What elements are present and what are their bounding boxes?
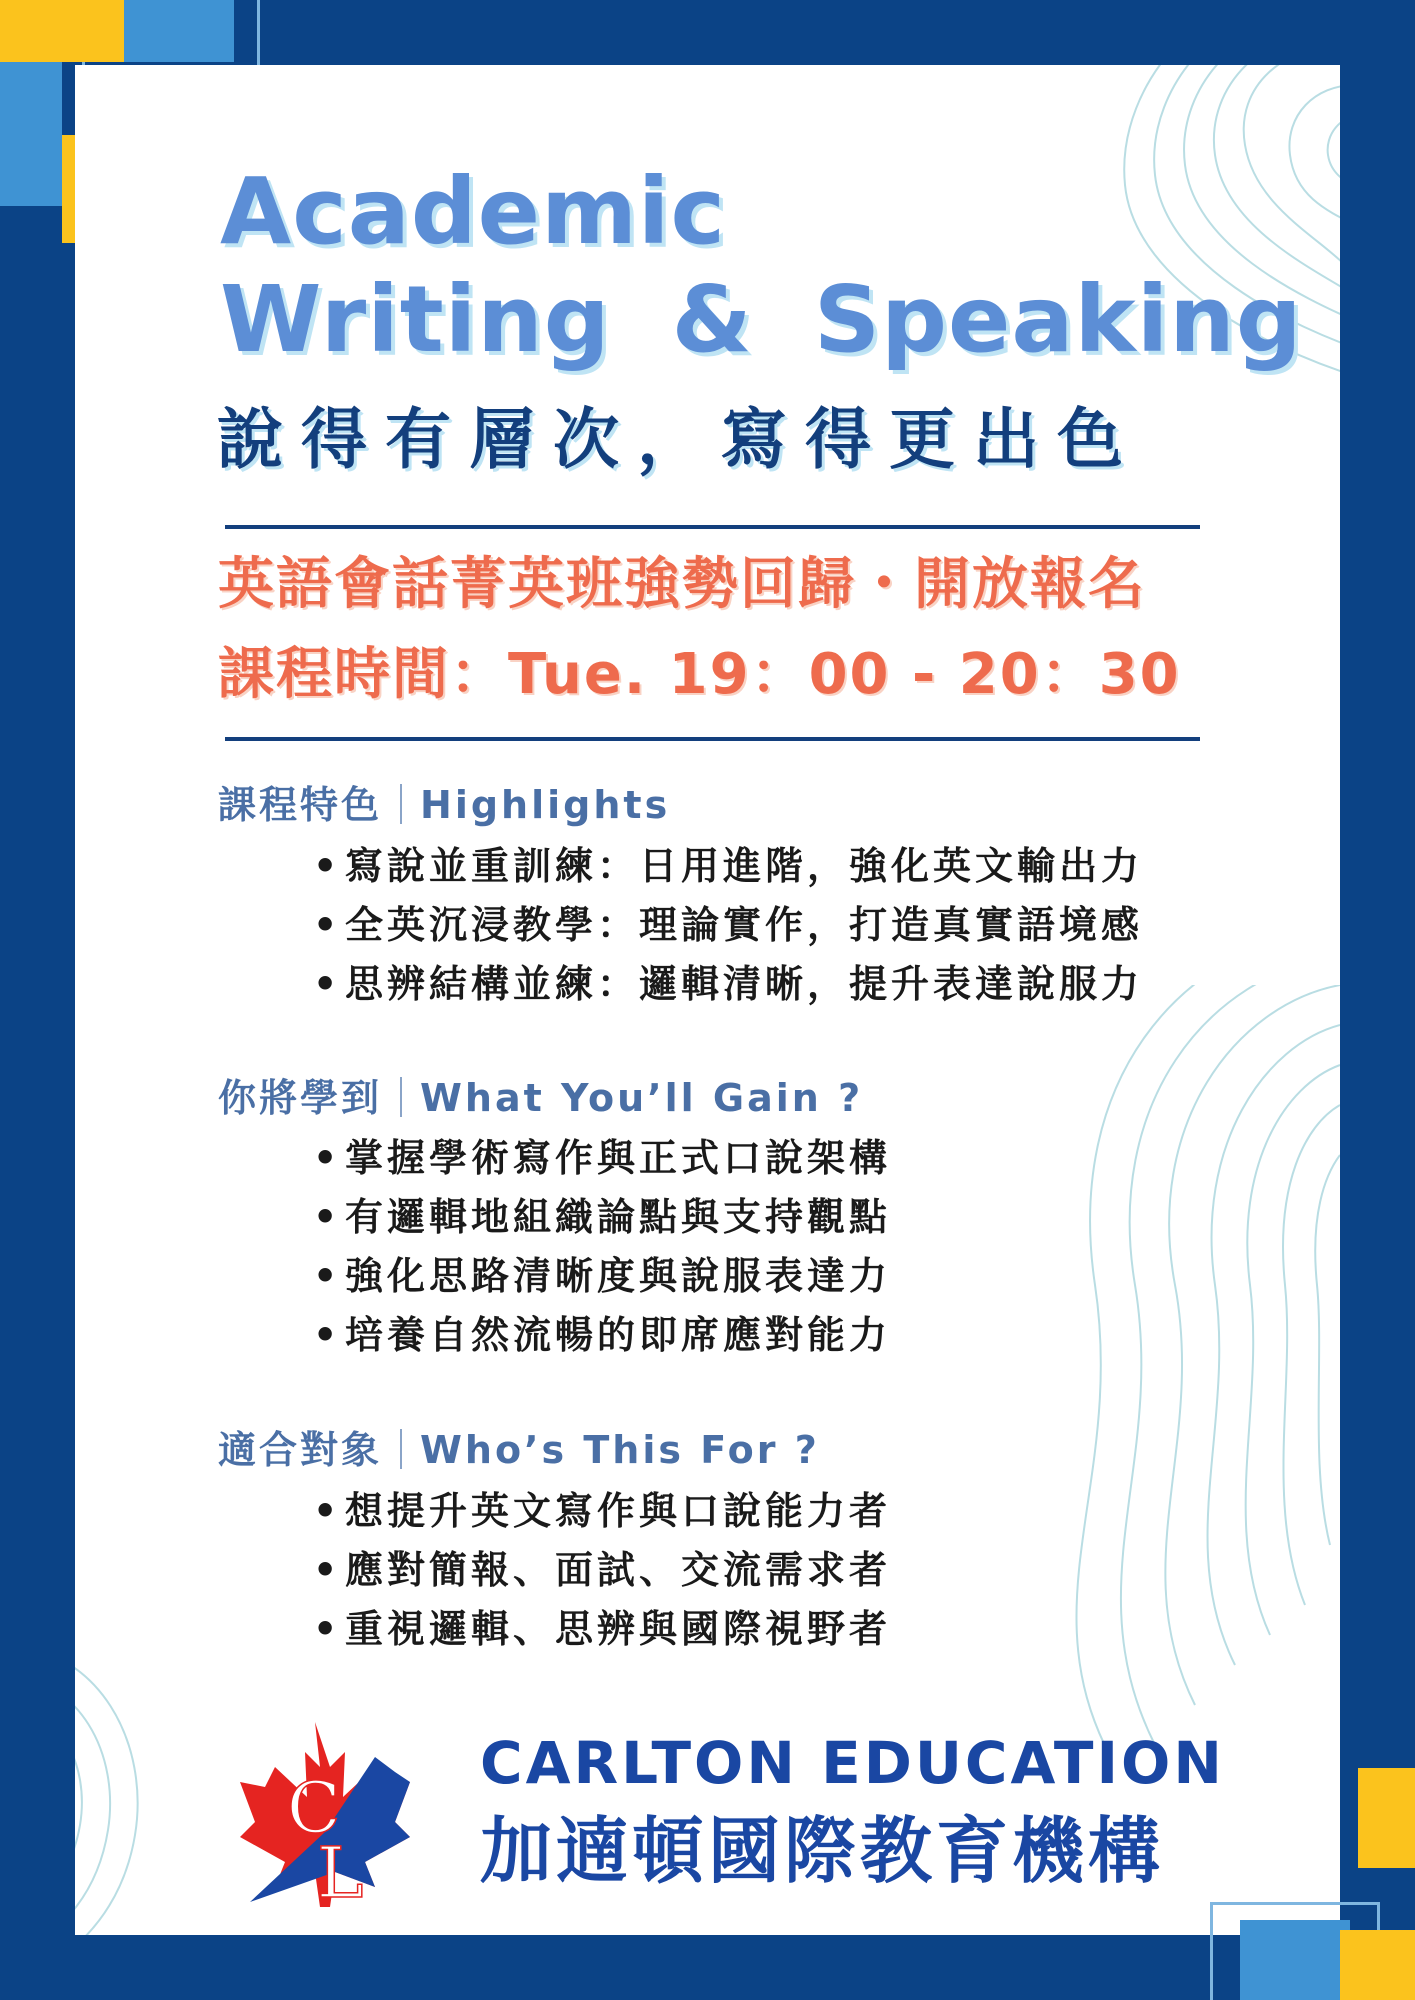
section-heading-gain bbox=[218, 1073, 863, 1123]
list-item: • 寫說並重訓練：日用進階，強化英文輸出力 bbox=[345, 837, 1143, 896]
list-item: • 重視邏輯、思辨與國際視野者 bbox=[345, 1600, 891, 1659]
logo-letter-l: L bbox=[317, 1832, 364, 1912]
list-item: • 全英沉浸教學：理論實作，打造真實語境感 bbox=[345, 896, 1143, 955]
section-heading-en: What You’ll Gain ? bbox=[420, 1076, 864, 1120]
audience-list bbox=[345, 1482, 891, 1659]
decorative-blue-square bbox=[124, 0, 234, 62]
title-english-line2: Writing & Speaking bbox=[220, 266, 1303, 373]
list-item: • 應對簡報、面試、交流需求者 bbox=[345, 1541, 891, 1600]
highlights-list bbox=[345, 837, 1143, 1014]
section-heading-en: Highlights bbox=[420, 783, 671, 827]
topographic-lines-right bbox=[1025, 985, 1340, 1745]
topographic-lines-bottom-left bbox=[75, 1645, 240, 1935]
section-heading-audience bbox=[218, 1425, 820, 1475]
list-item: • 思辨結構並練：邏輯清晰，提升表達說服力 bbox=[345, 955, 1143, 1014]
decorative-yellow-square bbox=[1340, 1930, 1415, 2000]
section-heading-en: Who’s This For ? bbox=[420, 1428, 820, 1472]
heading-separator bbox=[400, 1077, 402, 1117]
divider bbox=[225, 525, 1200, 529]
decorative-blue-square bbox=[1240, 1920, 1350, 2000]
poster-card bbox=[75, 65, 1340, 1935]
divider bbox=[225, 737, 1200, 741]
decorative-yellow-square bbox=[0, 0, 124, 62]
brand-name-english: CARLTON EDUCATION bbox=[480, 1729, 1225, 1797]
decorative-yellow-square bbox=[1358, 1768, 1415, 1868]
decorative-blue-square bbox=[0, 62, 62, 206]
list-item: • 培養自然流暢的即席應對能力 bbox=[345, 1306, 891, 1365]
logo-letter-c: C bbox=[287, 1767, 341, 1849]
list-item: • 想提升英文寫作與口說能力者 bbox=[345, 1482, 891, 1541]
maple-leaf-logo-icon bbox=[225, 1712, 420, 1912]
promo-headline: 英語會話菁英班強勢回歸・開放報名 bbox=[218, 552, 1146, 617]
list-item: • 強化思路清晰度與說服表達力 bbox=[345, 1247, 891, 1306]
heading-separator bbox=[400, 1429, 402, 1469]
title-english-line1: Academic bbox=[220, 158, 727, 265]
section-heading-highlights bbox=[218, 780, 670, 830]
heading-separator bbox=[400, 784, 402, 824]
section-heading-zh: 你將學到 bbox=[218, 1076, 383, 1120]
list-item: • 掌握學術寫作與正式口說架構 bbox=[345, 1129, 891, 1188]
gain-list bbox=[345, 1129, 891, 1365]
section-heading-zh: 適合對象 bbox=[218, 1428, 383, 1472]
brand-name-chinese: 加遖頓國際教育機構 bbox=[480, 1809, 1165, 1893]
title-chinese: 說得有層次，寫得更出色 bbox=[217, 401, 1141, 478]
list-item: • 有邏輯地組織論點與支持觀點 bbox=[345, 1188, 891, 1247]
section-heading-zh: 課程特色 bbox=[218, 783, 383, 827]
course-time: 課程時間：Tue. 19：00 - 20：30 bbox=[218, 642, 1181, 707]
